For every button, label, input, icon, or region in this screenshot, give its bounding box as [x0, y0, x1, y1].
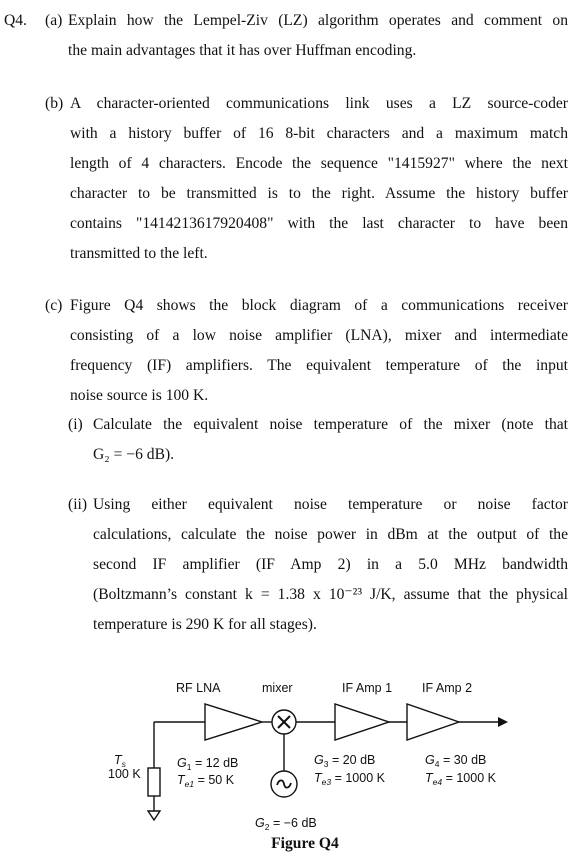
amp2-gain: $G_4 = 30$ dB	[425, 753, 487, 769]
amp1-noise-temp: $T_{e3} = 1000$ K	[314, 771, 385, 787]
if-amp-2-triangle	[407, 704, 459, 740]
label-if-amp-2: IF Amp 2	[422, 681, 473, 695]
rf-lna-amplifier-triangle	[205, 704, 262, 740]
part-c-ii-line-4: (Boltzmann’s constant k = 1.38 x 10⁻²³ J/K, assume that the physical	[93, 586, 568, 603]
amp1-gain: $G_3 = 20$ dB	[314, 753, 376, 769]
part-c-ii-label: (ii)	[68, 496, 88, 513]
lna-gain: $G_1 = 12$ dB	[177, 756, 239, 772]
output-arrow-icon	[498, 717, 508, 727]
label-mixer: mixer	[262, 681, 293, 695]
source-temp-value: 100 K	[108, 767, 141, 781]
part-b-label: (b)	[45, 95, 64, 112]
lna-noise-temp: $T_{e1} = 50$ K	[177, 773, 235, 789]
part-b-line-2: with a history buffer of 16 8-bit characters and a maximum match	[70, 125, 568, 142]
part-c-ii-line-1: Using either equivalent noise temperature or noise factor	[93, 496, 568, 513]
oscillator-sine-icon	[277, 780, 291, 787]
ground-icon	[148, 811, 160, 820]
label-if-amp-1: IF Amp 1	[342, 681, 393, 695]
part-c-line-2: consisting of a low noise amplifier (LNA), mixer and intermediate	[70, 327, 568, 344]
if-amp-1-triangle	[335, 704, 389, 740]
part-c-line-3: frequency (IF) amplifiers. The equivalent temperature of the input	[70, 357, 568, 374]
part-b-line-1: A character-oriented communications link uses a LZ source-coder	[70, 95, 568, 112]
part-b-line-6: transmitted to the left.	[70, 245, 208, 262]
part-b-line-3: length of 4 characters. Encode the sequence "1415927" where the next	[70, 155, 568, 172]
amp2-noise-temp: $T_{e4} = 1000$ K	[425, 771, 496, 787]
figure-q4-block-diagram	[0, 668, 572, 861]
part-c-i-line-2: G₂ = −6 dB).	[93, 446, 175, 463]
mixer-gain: $G_2 = -6$ dB	[255, 816, 317, 832]
part-c-i-line-1: Calculate the equivalent noise temperature of the mixer (note that	[93, 416, 568, 433]
question-number: Q4.	[4, 12, 27, 29]
figure-caption: Figure Q4	[271, 835, 339, 852]
part-c-ii-line-3: second IF amplifier (IF Amp 2) in a 5.0 MHz bandwidth	[93, 556, 568, 573]
part-b-line-5: contains "1414213617920408" with the last character to have been	[70, 215, 568, 232]
source-temp-symbol: $T_s$	[114, 753, 126, 769]
label-rf-lna: RF LNA	[176, 681, 221, 695]
part-b-line-4: character to be transmitted is to the right. Assume the history buffer	[70, 185, 568, 202]
part-c-line-4: noise source is 100 K.	[70, 387, 209, 404]
part-c-ii-line-2: calculations, calculate the noise power in dBm at the output of the	[93, 526, 568, 543]
part-a-line-1: Explain how the Lempel-Ziv (LZ) algorithm operates and comment on	[68, 12, 568, 29]
part-a-line-2: the main advantages that it has over Huffman encoding.	[68, 42, 417, 59]
part-c-i-label: (i)	[68, 416, 83, 433]
source-resistor	[148, 768, 160, 796]
part-c-ii-line-5: temperature is 290 K for all stages).	[93, 616, 317, 633]
part-a-label: (a)	[45, 12, 63, 29]
part-c-line-1: Figure Q4 shows the block diagram of a communications receiver	[70, 297, 568, 314]
part-c-label: (c)	[45, 297, 63, 314]
